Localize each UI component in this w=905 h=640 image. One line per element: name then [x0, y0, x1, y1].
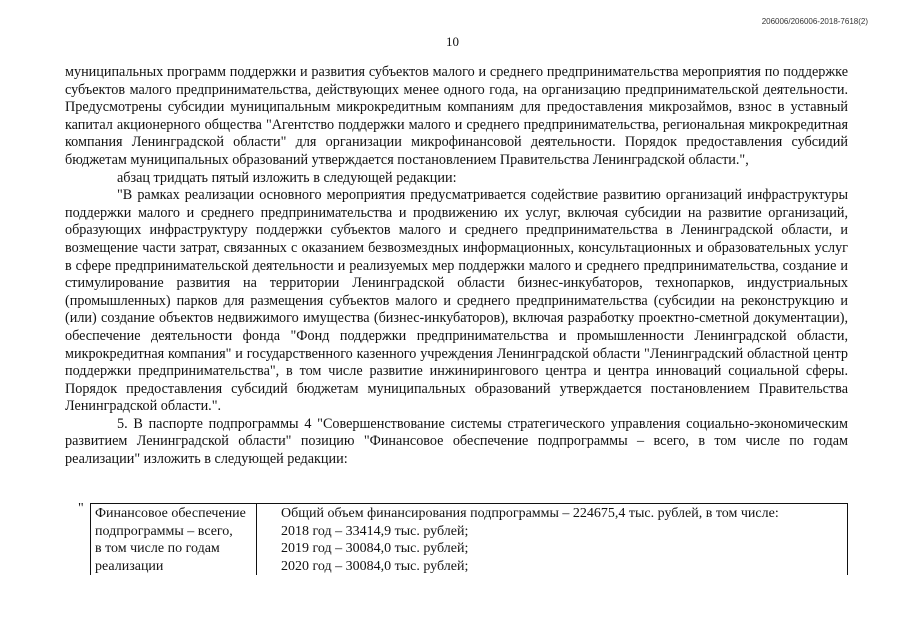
- table-cell-label: [90, 503, 257, 575]
- paragraph-instruction: абзац тридцать пятый изложить в следующей редакции:: [117, 169, 457, 186]
- paragraph-continuation: муниципальных программ поддержки и развития субъектов малого и среднего предпринимательства мероприятия по поддержке субъектов малого предпринимательства, действующих менее одного года, на организацию предпринимательской деятельности. Предусмотрены субсидии муниципальным микрокредитным компаниям для предоставления микрозаймов, взнос в уставный капитал акционерного общества "Агентство поддержки малого и среднего предпринимательства, региональная микрокредитная компания Ленинградской области" для организации микрофинансовой деятельности. Порядок предоставления субсидий бюджетам муниципальных образований утверждается постановлением Правительства Ленинградской области.",: [65, 64, 848, 168]
- finance-table: [65, 503, 848, 575]
- opening-quote-mark: ": [78, 501, 84, 516]
- value-line-2018: 2018 год – 33414,9 тыс. рублей;: [281, 523, 469, 539]
- label-line: реализации: [95, 558, 164, 574]
- document-body: [65, 64, 848, 469]
- label-line: подпрограммы – всего,: [95, 523, 233, 539]
- paragraph-item-5: 5. В паспорте подпрограммы 4 "Совершенствование системы стратегического управления социально-экономическим развитием Ленинградской области" позицию "Финансовое обеспечение подпрограммы – всего, в том числе по годам реализации" изложить в следующей редакции:: [65, 415, 848, 468]
- document-code: 206006/206006-2018-7618(2): [761, 17, 868, 26]
- page-number: 10: [446, 34, 459, 49]
- table-cell-value: [256, 503, 848, 575]
- value-line-2019: 2019 год – 30084,0 тыс. рублей;: [281, 541, 469, 557]
- label-line: Финансовое обеспечение: [95, 506, 246, 521]
- paragraph-quoted-text: "В рамках реализации основного мероприятия предусматривается содействие развитию организаций инфраструктуры поддержки малого и среднего предпринимательства и продвижению их услуг, включая субсидии на развитие организаций, образующих инфраструктуру поддержки субъектов малого и среднего предпринимательства в Ленинградской области, и возмещение части затрат, связанных с оказанием безвозмездных информационных, консультационных и образовательных услуг в сфере предпринимательской деятельности и реализуемых мер поддержки малого и среднего предпринимательства, создание и стимулирование развития на территории Ленинградской области бизнес-инкубаторов, технопарков, индустриальных (промышленных) парков для размещения субъектов малого и среднего предпринимательства (субсидии на реконструкцию и (или) создание объектов недвижимого имущества (бизнес-инкубаторов), включая разработку проектно-сметной документации), обеспечение деятельности фонда "Фонд поддержки предпринимательства и промышленности Ленинградской области, микрокредитная компания" и государственного казенного учреждения Ленинградской области "Ленинградский областной центр поддержки предпринимательства", в том числе развитие инжинирингового центра и центра инноваций социальной сферы. Порядок предоставления субсидий бюджетам муниципальных образований утверждается постановлением Правительства Ленинградской области.".: [65, 187, 848, 415]
- value-line-total: Общий объем финансирования подпрограммы – 224675,4 тыс. рублей, в том числе:: [281, 506, 779, 521]
- label-line: в том числе по годам: [95, 541, 220, 557]
- value-line-2020: 2020 год – 30084,0 тыс. рублей;: [281, 558, 469, 574]
